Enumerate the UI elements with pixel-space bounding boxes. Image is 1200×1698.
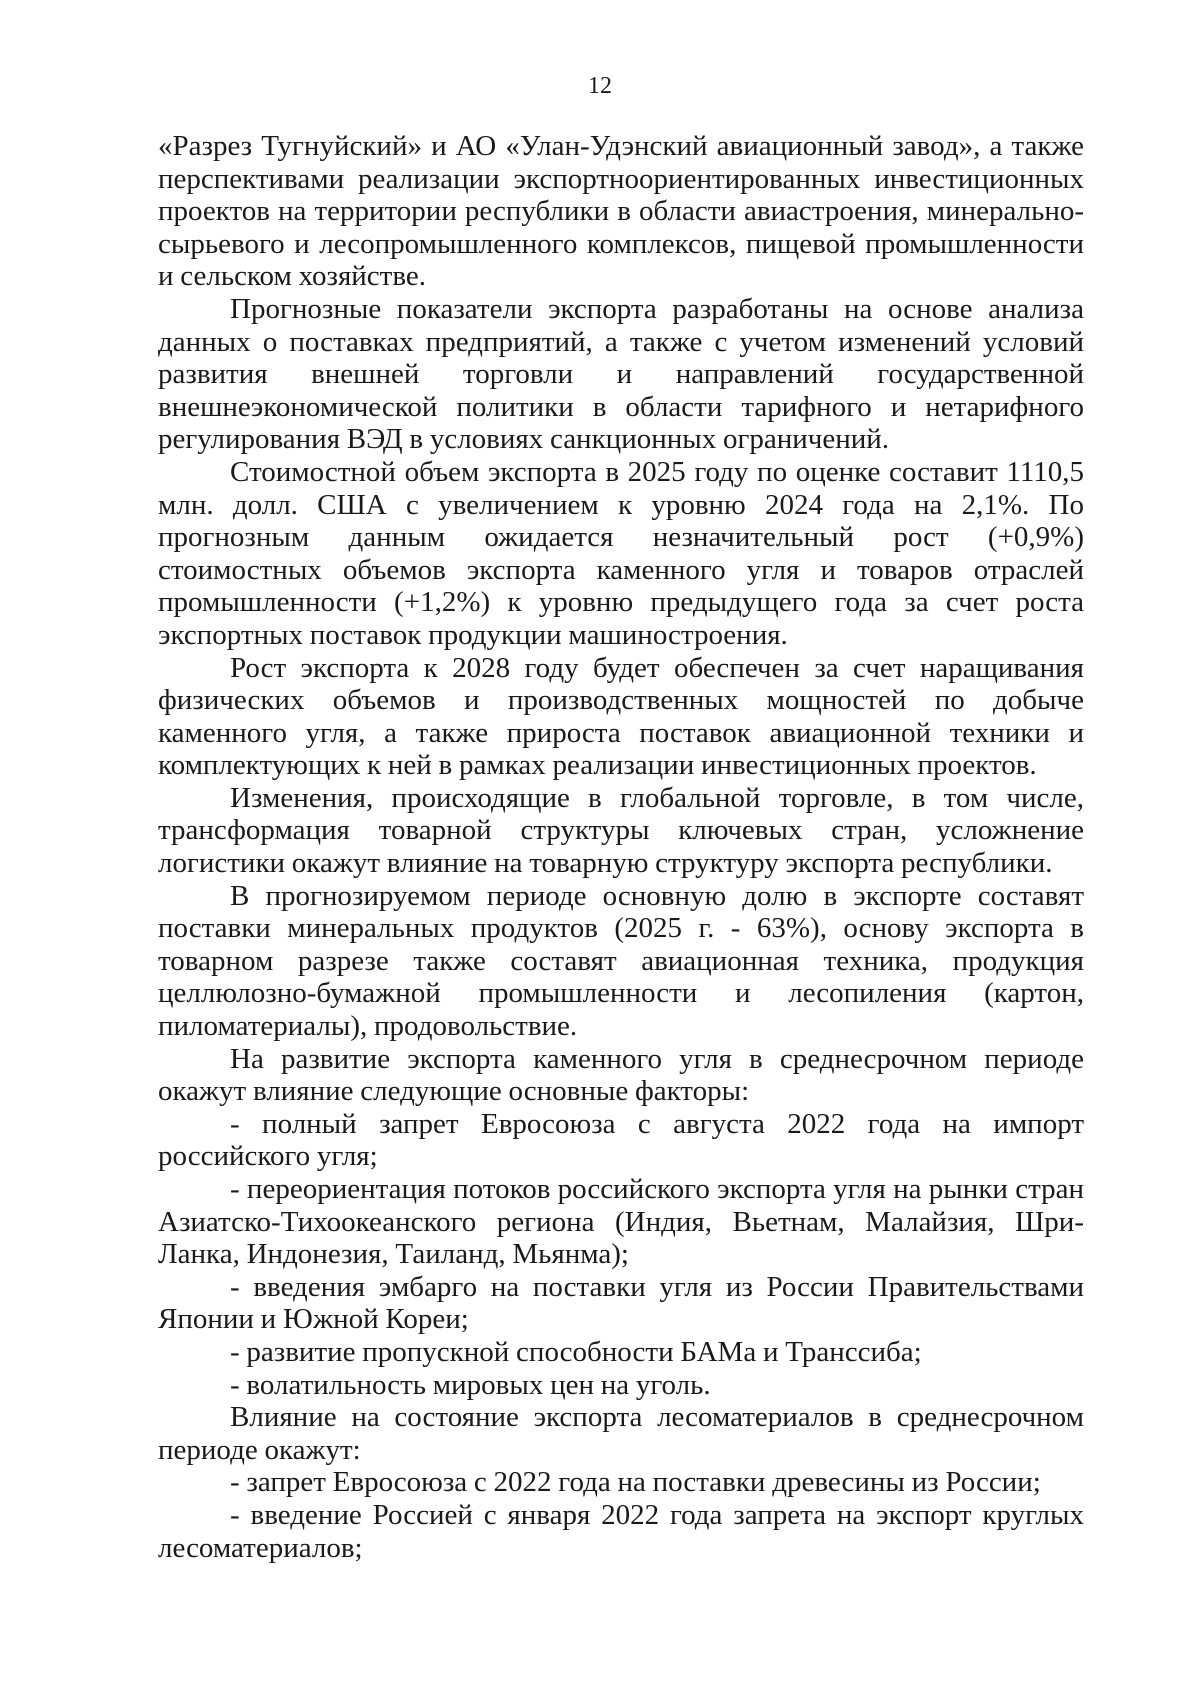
paragraph-export-volume: Стоимостной объем экспорта в 2025 году по оценке составит 1110,5 млн. долл. США с увеличением к уровню 2024 года на 2,1%. По прогнозным данным ожидается незначительный рост (+0,9%) стоимостных объемов экспорта каменного угля и товаров отраслей промышленности (+1,2%) к уровню предыдущего года за счет роста экспортных поставок продукции машиностроения.	[158, 455, 1084, 651]
list-item: - введение Россией с января 2022 года запрета на экспорт круглых лесоматериалов;	[158, 1498, 1084, 1564]
list-item: - введения эмбарго на поставки угля из России Правительствами Японии и Южной Кореи;	[158, 1270, 1084, 1336]
list-item: - волатильность мировых цен на уголь.	[230, 1368, 711, 1401]
paragraph-timber-factors-intro: Влияние на состояние экспорта лесоматериалов в среднесрочном периоде окажут:	[158, 1401, 1084, 1466]
list-item: - полный запрет Евросоюза с августа 2022 года на импорт российского угля;	[158, 1107, 1084, 1173]
paragraph-continuation: «Разрез Тугнуйский» и АО «Улан-Удэнский авиационный завод», а также перспективами реализации экспортноориентированных инвестиционных проектов на территории республики в области авиастроения, минерально-сырьевого и лесопромышленного комплексов, пищевой промышленности и сельском хозяйстве.	[158, 130, 1084, 293]
list-item: - развитие пропускной способности БАМа и Транссиба;	[230, 1335, 922, 1368]
paragraph-growth-2028: Рост экспорта к 2028 году будет обеспечен за счет наращивания физических объемов и производственных мощностей по добыче каменного угля, а также прироста поставок авиационной техники и комплектующих к ней в рамках реализации инвестиционных проектов.	[158, 651, 1084, 782]
list-item: - переориентация потоков российского экспорта угля на рынки стран Азиатско-Тихоокеанского региона (Индия, Вьетнам, Малайзия, Шри-Ланка, Индонезия, Таиланд, Мьянма);	[158, 1173, 1084, 1271]
page-number: 12	[588, 73, 612, 99]
paragraph-export-structure: В прогнозируемом периоде основную долю в экспорте составят поставки минеральных продуктов (2025 г. - 63%), основу экспорта в товарном разрезе также составят авиационная техника, продукция целлюлозно-бумажной промышленности и лесопиления (картон, пиломатериалы), продовольствие.	[158, 879, 1084, 1043]
document-body	[158, 130, 1084, 1564]
paragraph-forecast-basis: Прогнозные показатели экспорта разработаны на основе анализа данных о поставках предприятий, а также с учетом изменений условий развития внешней торговли и направлений государственной внешнеэкономической политики в области тарифного и нетарифного регулирования ВЭД в условиях санкционных ограничений.	[158, 292, 1084, 456]
list-item: - запрет Евросоюза с 2022 года на поставки древесины из России;	[230, 1466, 1041, 1499]
paragraph-global-trade: Изменения, происходящие в глобальной торговле, в том числе, трансформация товарной структуры ключевых стран, усложнение логистики окажут влияние на товарную структуру экспорта республики.	[158, 781, 1084, 880]
paragraph-coal-factors-intro: На развитие экспорта каменного угля в среднесрочном периоде окажут влияние следующие основные факторы:	[158, 1042, 1084, 1108]
